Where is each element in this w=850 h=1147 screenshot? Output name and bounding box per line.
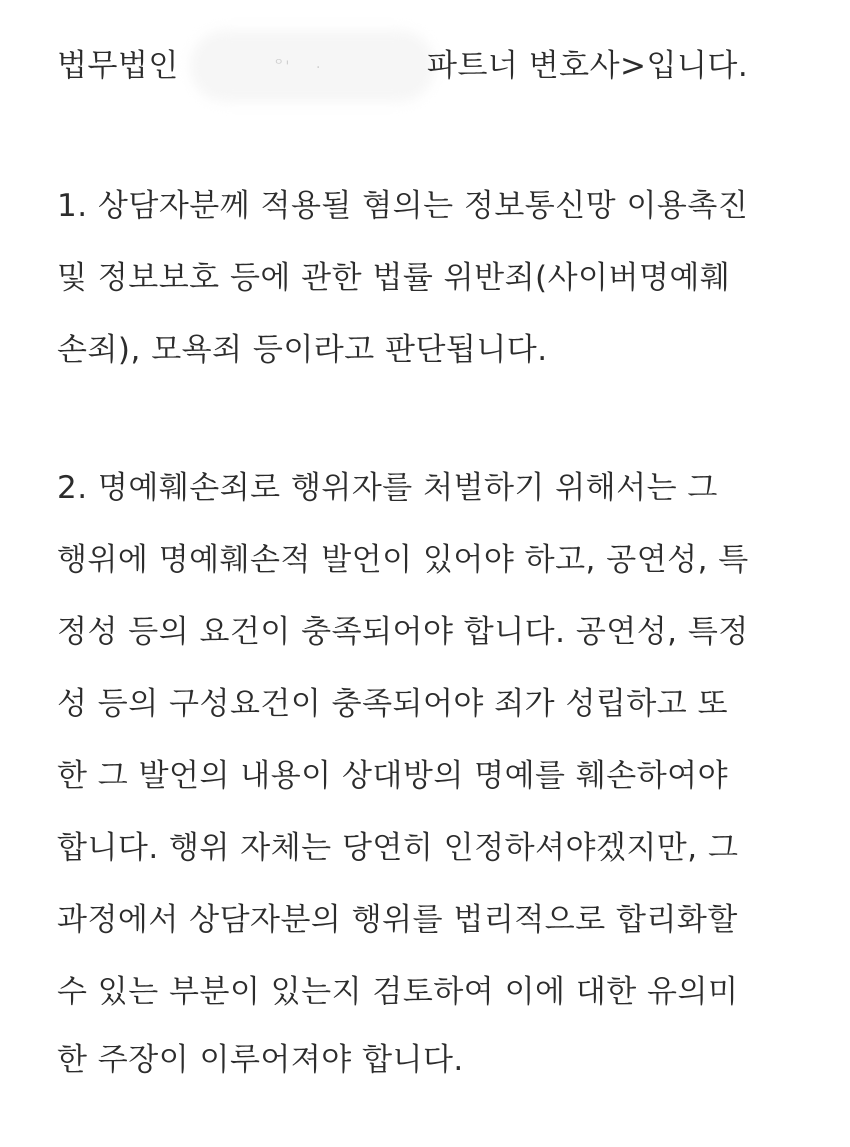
redaction-fragment: ᄋ'	[272, 59, 290, 75]
paragraph-line: 손죄), 모욕죄 등이라고 판단됩니다.	[57, 332, 548, 368]
paragraph-line: 과정에서 상담자분의 행위를 법리적으로 합리화할	[57, 902, 738, 938]
paragraph-line: 2. 명예훼손죄로 행위자를 처벌하기 위해서는 그	[57, 470, 718, 506]
paragraph-line: 정성 등의 요건이 충족되어야 합니다. 공연성, 특정	[57, 614, 749, 650]
intro-firm-prefix: 법무법인	[57, 48, 179, 84]
paragraph-line: 성 등의 구성요건이 충족되어야 죄가 성립하고 또	[57, 686, 729, 722]
paragraph-line: 합니다. 행위 자체는 당연히 인정하셔야겠지만, 그	[57, 830, 739, 866]
redaction-fragment: ·	[316, 60, 321, 76]
redaction-blur	[190, 30, 435, 102]
paragraph-line: 및 정보보호 등에 관한 법률 위반죄(사이버명예훼	[57, 260, 731, 296]
paragraph-line: 행위에 명예훼손적 발언이 있어야 하고, 공연성, 특	[57, 542, 749, 578]
paragraph-line: 1. 상담자분께 적용될 혐의는 정보통신망 이용촉진	[57, 188, 749, 224]
paragraph-line: 한 주장이 이루어져야 합니다.	[57, 1042, 464, 1078]
paragraph-line: 수 있는 부분이 있는지 검토하여 이에 대한 유의미	[57, 974, 739, 1010]
intro-partner-suffix: 파트너 변호사>입니다.	[427, 48, 749, 84]
paragraph-line: 한 그 발언의 내용이 상대방의 명예를 훼손하여야	[57, 758, 729, 794]
